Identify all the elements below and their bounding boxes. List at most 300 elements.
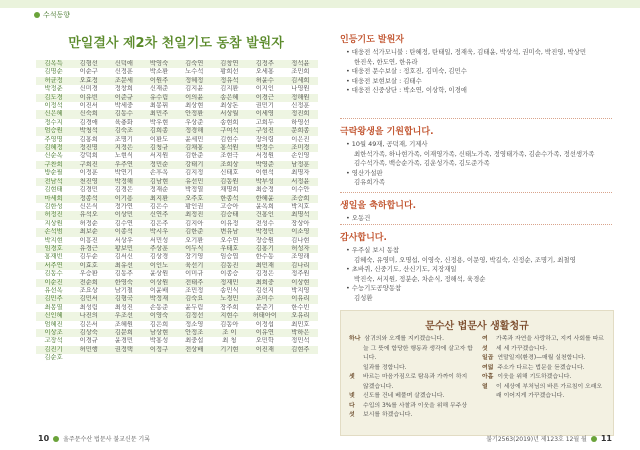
name-cell: 박부성: [247, 178, 283, 186]
table-row: [36, 152, 318, 160]
name-cell: 정민석: [283, 337, 318, 345]
name-cell: 김명순: [36, 68, 71, 76]
table-row: [36, 228, 318, 236]
name-cell: 김채홍: [177, 144, 212, 152]
name-cell: 김동진: [212, 262, 247, 270]
name-cell: 유선옥: [36, 287, 71, 295]
name-cell: 건홍인: [247, 211, 283, 219]
name-cell: 서정원: [247, 152, 283, 160]
name-cell: 이상원: [141, 279, 176, 287]
name-cell: 김나리: [283, 262, 318, 270]
name-cell: 이정석: [36, 102, 71, 110]
name-cell: 이기용: [106, 195, 141, 203]
rule-number: 하나: [349, 336, 361, 342]
page-number-left: 10: [38, 434, 50, 443]
name-cell: 이수안: [283, 186, 318, 194]
rule-item: [349, 392, 474, 402]
name-cell: 신덕애: [106, 60, 141, 68]
name-cell: 유경근: [71, 245, 106, 253]
name-cell: 임승엽: [212, 253, 247, 261]
name-cell: 김홍희: [71, 136, 106, 144]
name-cell: 남상현: [141, 329, 176, 337]
name-cell: 최 청: [212, 337, 247, 345]
table-row: [36, 321, 318, 329]
name-cell: 기기현: [212, 346, 247, 354]
table-row: [36, 94, 318, 102]
rule-item: [482, 335, 607, 354]
rules-right-column: [482, 335, 607, 421]
name-cell: 육선기: [177, 262, 212, 270]
table-row: [36, 346, 318, 354]
name-cell: 김숙요: [177, 295, 212, 303]
table-row: [36, 127, 318, 135]
list-item: • 초바퀴, 신중기도, 산신기도, 지장재일: [346, 265, 457, 273]
rebirth-heading: 극락왕생을 기원합니다.: [340, 127, 434, 137]
name-cell: 김숙조: [106, 127, 141, 135]
footer-left: [38, 434, 150, 443]
name-cell: 조 이: [212, 329, 247, 337]
name-cell: 김문희: [106, 329, 141, 337]
name-cell: 유선민: [177, 178, 212, 186]
name-cell: 윤세민: [177, 136, 212, 144]
name-cell: [283, 354, 318, 362]
name-cell: 박정열: [177, 186, 212, 194]
rule-item: [482, 373, 607, 383]
name-cell: 최지환: [141, 195, 176, 203]
name-cell: 서상우: [106, 237, 141, 245]
table-row: [36, 186, 318, 194]
name-cell: 전남석: [36, 178, 71, 186]
name-cell: 김경은: [106, 186, 141, 194]
table-row: [36, 85, 318, 93]
name-cell: 황희선: [212, 68, 247, 76]
rebirth-section: [340, 124, 594, 188]
name-cell: 이경규: [71, 337, 106, 345]
list-item: 한진욱, 한도연, 한유라: [354, 57, 418, 66]
name-cell: 이미규: [177, 270, 212, 278]
name-cell: 허정진: [36, 211, 71, 219]
name-cell: 김두순: [71, 253, 106, 261]
name-cell: 김형선: [71, 60, 106, 68]
name-cell: 이정섭: [247, 321, 283, 329]
name-cell: 정종석: [71, 195, 106, 203]
name-cell: 임경호: [36, 245, 71, 253]
rule-text: 이 세상에 부처님의 바른 가르침이 오래오래 이어지게 가꾸겠습니다.: [496, 383, 603, 399]
name-cell: 손후옥: [141, 169, 176, 177]
name-cell: [71, 354, 106, 362]
rule-number: 다섯: [349, 402, 355, 418]
name-cell: 김숙연: [177, 60, 212, 68]
table-row: [36, 195, 318, 203]
footer-right: [486, 434, 612, 443]
name-cell: 한종석: [212, 195, 247, 203]
name-cell: 장주희: [212, 304, 247, 312]
name-cell: 우조선: [106, 312, 141, 320]
rule-item: [349, 373, 474, 392]
name-cell: 이종석: [106, 228, 141, 236]
name-cell: 최보순: [71, 228, 106, 236]
name-cell: 신정훈: [106, 68, 141, 76]
name-cell: 방순필: [36, 169, 71, 177]
name-cell: 이순진: [36, 279, 71, 287]
temple-rules-box: [340, 310, 614, 436]
name-cell: 이상현: [283, 279, 318, 287]
name-cell: 안정환: [177, 110, 212, 118]
name-cell: 김동아: [212, 321, 247, 329]
name-cell: 지정은: [106, 144, 141, 152]
name-cell: 최봉휘: [141, 102, 176, 110]
name-cell: 신재준: [141, 85, 176, 93]
name-cell: 조승희: [283, 195, 318, 203]
table-row: [36, 178, 318, 186]
name-cell: 박청석: [71, 127, 106, 135]
rule-number: 여섯: [482, 336, 488, 352]
name-cell: 최성림: [71, 304, 106, 312]
name-cell: 박홍성: [141, 337, 176, 345]
name-cell: 정혜정: [177, 77, 212, 85]
name-cell: 노수석: [177, 68, 212, 76]
name-cell: 김지정: [177, 169, 212, 177]
leaf-icon: [53, 436, 59, 442]
name-cell: 이상민: [106, 211, 141, 219]
rule-number: 일곱: [482, 355, 494, 361]
name-cell: 이흥진: [71, 237, 106, 245]
top-band: [0, 0, 640, 8]
rule-item: [349, 345, 474, 364]
name-cell: 송현희: [212, 119, 247, 127]
name-cell: 최유선: [106, 262, 141, 270]
name-cell: 하영선: [283, 119, 318, 127]
name-cell: 남기철: [106, 287, 141, 295]
list-item: • 수능기도공양동참: [346, 284, 402, 292]
name-cell: 전상배: [177, 346, 212, 354]
name-cell: 장승원: [247, 237, 283, 245]
name-cell: 서주연: [36, 262, 71, 270]
table-row: [36, 211, 318, 219]
name-cell: 김상숙: [71, 329, 106, 337]
table-row: [36, 245, 318, 253]
rule-text: 수입의 3%를 사찰과 이웃을 위해 무주상 보시를 하겠습니다.: [363, 402, 468, 418]
name-cell: 최상돈: [212, 102, 247, 110]
list-item: 박진숙, 서지원, 정분순, 차순식, 정해석, 육경순: [354, 274, 486, 283]
name-cell: 윤경민: [106, 337, 141, 345]
rule-number: 셋: [349, 374, 355, 380]
leaf-icon: [34, 12, 40, 18]
rule-number: 여덟: [482, 364, 494, 371]
name-cell: 윤상원: [141, 270, 176, 278]
table-row: [36, 337, 318, 345]
name-cell: 정진명: [71, 144, 106, 152]
name-cell: 고승아: [212, 203, 247, 211]
name-cell: 권민기: [247, 102, 283, 110]
name-cell: 김경민: [71, 186, 106, 194]
name-cell: 김동원: [212, 178, 247, 186]
name-cell: 오세홍: [247, 68, 283, 76]
name-cell: 이준규: [106, 94, 141, 102]
thanks-heading: 감사합니다.: [340, 233, 387, 243]
name-cell: 정주원: [283, 270, 318, 278]
name-cell: 유수림: [141, 94, 176, 102]
table-row: [36, 312, 318, 320]
name-cell: 최희중: [247, 279, 283, 287]
name-cell: 나진의: [71, 312, 106, 320]
divider: [340, 118, 612, 119]
table-row: [36, 279, 318, 287]
name-cell: 주상훈: [141, 245, 176, 253]
table-row: [36, 110, 318, 118]
footer-right-text: 불기2563(2019)년 제123호 12월 월: [486, 436, 587, 443]
name-cell: 정민순: [141, 161, 176, 169]
name-cell: 정경해: [177, 127, 212, 135]
name-cell: [212, 354, 247, 362]
name-cell: 송민식: [212, 287, 247, 295]
name-cell: 정해원: [283, 94, 318, 102]
name-cell: 한영숙: [106, 279, 141, 287]
name-cell: 구여석: [212, 127, 247, 135]
name-cell: 서지원: [141, 152, 176, 160]
name-cell: 김수연: [106, 220, 141, 228]
name-cell: 신순옥: [36, 152, 71, 160]
list-item: • 오동건: [346, 214, 371, 222]
name-cell: 최중섭: [177, 337, 212, 345]
name-cell: 최승정: [247, 186, 283, 194]
lamp-prayer-heading: 인등기도 발원자: [340, 35, 404, 45]
list-item: • 우주실 보시 동참: [346, 246, 400, 254]
name-cell: 김희종: [141, 127, 176, 135]
list-item: • 10월 49재, 공덕재, 기제사: [346, 140, 428, 148]
name-cell: 신미경: [71, 85, 106, 93]
rule-text: 일과를 정합니다.: [363, 364, 407, 371]
birthday-heading: 생일을 축하합니다.: [340, 201, 417, 211]
name-cell: 지현수: [212, 312, 247, 320]
list-item: • 대웅전 문수보살 : 정호진, 김미숙, 김민수: [346, 67, 467, 75]
name-cell: 조문세: [106, 77, 141, 85]
name-cell: 조희상: [212, 161, 247, 169]
table-row: [36, 220, 318, 228]
name-cell: 이경근: [247, 94, 283, 102]
name-cell: 신숙희: [71, 110, 106, 118]
table-row: [36, 161, 318, 169]
name-cell: 오효정: [71, 77, 106, 85]
table-row: [36, 169, 318, 177]
name-cell: 이순구: [71, 68, 106, 76]
name-cell: 최성진: [106, 304, 141, 312]
name-cell: 고희두: [247, 119, 283, 127]
birthday-section: [340, 198, 416, 224]
name-cell: 박정재: [141, 295, 176, 303]
name-cell: 김지윤: [177, 85, 212, 93]
name-cell: 박정민: [247, 228, 283, 236]
name-cell: 전태주: [177, 279, 212, 287]
name-cell: 고장석: [36, 337, 71, 345]
name-cell: 신인혜: [36, 312, 71, 320]
table-row: [36, 102, 318, 110]
rule-number: 아홉: [482, 374, 494, 380]
name-cell: 김지환: [212, 85, 247, 93]
name-cell: 남정훈: [283, 161, 318, 169]
name-cell: 변유남: [212, 228, 247, 236]
table-row: [36, 119, 318, 127]
name-cell: 김지아: [177, 220, 212, 228]
lamp-prayer-section: [340, 32, 586, 96]
name-cell: 안정조: [177, 329, 212, 337]
name-cell: 조미수: [247, 295, 283, 303]
name-cell: 한혜윤: [247, 195, 283, 203]
list-item: • 대웅전 보현보살 : 김태수: [346, 76, 422, 85]
divider: [340, 224, 612, 225]
name-cell: 조미경: [283, 144, 318, 152]
name-cell: 문준기: [247, 304, 283, 312]
name-cell: 김창연: [212, 60, 247, 68]
name-cell: 장의령: [247, 136, 283, 144]
rule-item: [482, 354, 607, 364]
name-cell: 김선지: [247, 287, 283, 295]
name-cell: 김혜정: [36, 144, 71, 152]
name-cell: 김순호: [36, 354, 71, 362]
name-cell: 한수빈: [283, 304, 318, 312]
name-cell: 엄혜진: [36, 321, 71, 329]
rule-text: 주소가 다르는 법문을 듣겠습니다.: [497, 364, 585, 371]
name-cell: 엄승원: [36, 127, 71, 135]
table-row: [36, 237, 318, 245]
name-cell: 신정훈: [283, 102, 318, 110]
table-row: [36, 295, 318, 303]
name-cell: 박소환: [141, 68, 176, 76]
name-cell: 김민주: [36, 295, 71, 303]
list-item: • 영산가설판: [346, 168, 383, 177]
name-cell: 이유연: [247, 329, 283, 337]
name-cell: 이정구: [141, 346, 176, 354]
name-cell: 윤두림: [177, 304, 212, 312]
name-cell: 이환도: [141, 136, 176, 144]
list-item: 김성환: [354, 293, 373, 302]
name-cell: 노경민: [212, 295, 247, 303]
name-cell: 손석범: [36, 228, 71, 236]
name-cell: 전순희: [71, 279, 106, 287]
name-cell: 김한준: [177, 228, 212, 236]
name-cell: 조민희: [283, 68, 318, 76]
footer-left-text: 울주문수산 법문사 불교신문 기록: [63, 436, 151, 443]
left-page: [34, 10, 318, 443]
table-row: [36, 270, 318, 278]
name-cell: 박지영: [283, 287, 318, 295]
name-cell: 김한성: [36, 203, 71, 211]
name-cell: 김현주: [283, 346, 318, 354]
name-cell: 박정춘: [36, 85, 71, 93]
name-cell: 박정해: [106, 178, 141, 186]
name-cell: 이종승: [212, 270, 247, 278]
name-cell: 최명석: [283, 211, 318, 219]
rules-left-column: [349, 335, 474, 421]
rule-item: [349, 364, 474, 374]
name-cell: 박우현: [141, 119, 176, 127]
name-cell: 김동수: [106, 110, 141, 118]
name-cell: 정가연: [106, 203, 141, 211]
name-cell: 박지호: [283, 203, 318, 211]
table-row: [36, 60, 318, 68]
name-cell: 우승환: [71, 270, 106, 278]
name-cell: 김동주: [106, 270, 141, 278]
name-cell: 정진희: [283, 110, 318, 118]
name-cell: 이정훈: [71, 169, 106, 177]
name-cell: 이상조: [36, 329, 71, 337]
thanks-section: [340, 230, 576, 303]
name-cell: 최민재: [247, 262, 283, 270]
table-row: [36, 77, 318, 85]
name-cell: 구희진: [71, 161, 106, 169]
name-cell: 김정주: [247, 60, 283, 68]
name-cell: 주영명: [36, 136, 71, 144]
name-cell: 허균정: [36, 77, 71, 85]
name-cell: [141, 354, 176, 362]
table-row: [36, 354, 318, 362]
name-cell: 정수지: [36, 119, 71, 127]
list-item: 김수석가족, 백승순가족, 김운성가족, 김도준가족: [354, 159, 490, 167]
table-row: [36, 136, 318, 144]
name-cell: 최정진: [177, 211, 212, 219]
name-cell: 오기환: [177, 237, 212, 245]
name-cell: 허윤수: [247, 77, 283, 85]
name-cell: 강덕희: [71, 152, 106, 160]
name-cell: 김홍기: [247, 245, 283, 253]
name-cell: 박영준: [247, 161, 283, 169]
list-item: 김유희가족: [354, 178, 385, 186]
name-cell: 김청규: [141, 144, 176, 152]
name-cell: 이은진: [283, 136, 318, 144]
name-cell: 최봉열: [36, 304, 71, 312]
rule-text: 신도를 건네 베풀며 살겠습니다.: [363, 393, 445, 399]
name-cell: 윤옥희: [247, 203, 283, 211]
name-cell: 홍석원: [212, 144, 247, 152]
name-cell: 최민주: [141, 110, 176, 118]
name-cell: 김남현: [141, 178, 176, 186]
rule-text: 이웃을 위해 기도하겠습니다.: [497, 374, 572, 380]
rule-text: 연말일지(환경)—매월 실천합니다.: [497, 355, 586, 361]
name-cell: 정석윤: [283, 60, 318, 68]
name-cell: 우태호: [212, 245, 247, 253]
name-cell: 김상경: [141, 253, 176, 261]
name-cell: 김형국: [106, 295, 141, 303]
table-row: [36, 253, 318, 261]
list-item: • 대웅전 석가모니불 : 탄혜정, 탄태일, 정재욱, 김태윤, 박상석, 권미숙, 박진영, 박상민: [346, 48, 587, 56]
name-cell: 한수동: [247, 253, 283, 261]
name-cell: 박세중: [106, 102, 141, 110]
name-cell: 허민행: [71, 346, 106, 354]
name-cell: 조요상: [71, 287, 106, 295]
rule-text: 바르는 마음가짐으로 탐욕과 가까이 하지 않겠습니다.: [363, 374, 468, 390]
name-cell: 박정수: [247, 144, 283, 152]
name-cell: 이두식: [177, 245, 212, 253]
name-cell: 손인영: [283, 152, 318, 160]
name-cell: 김민서: [71, 295, 106, 303]
name-cell: 구찬희: [36, 161, 71, 169]
name-cell: 오수연: [212, 237, 247, 245]
name-cell: 이세영: [247, 110, 283, 118]
name-cell: 박지현: [36, 237, 71, 245]
name-cell: 이영숙: [141, 312, 176, 320]
name-cell: 이효호: [71, 262, 106, 270]
name-cell: 이소영: [283, 228, 318, 236]
name-cell: 김동수: [36, 270, 71, 278]
name-cell: 조민정: [177, 287, 212, 295]
name-cell: 이유정: [212, 220, 247, 228]
list-item: • 대웅전 신중상단 : 박소연, 이상학, 이경애: [346, 86, 467, 94]
page-title: 만일결사 제2차 천일기도 동참 발원자: [68, 36, 284, 51]
name-cell: 서정윤: [283, 178, 318, 186]
leaf-icon: [591, 436, 597, 442]
rule-number: 열: [482, 383, 488, 390]
name-cell: 김정선: [177, 312, 212, 320]
